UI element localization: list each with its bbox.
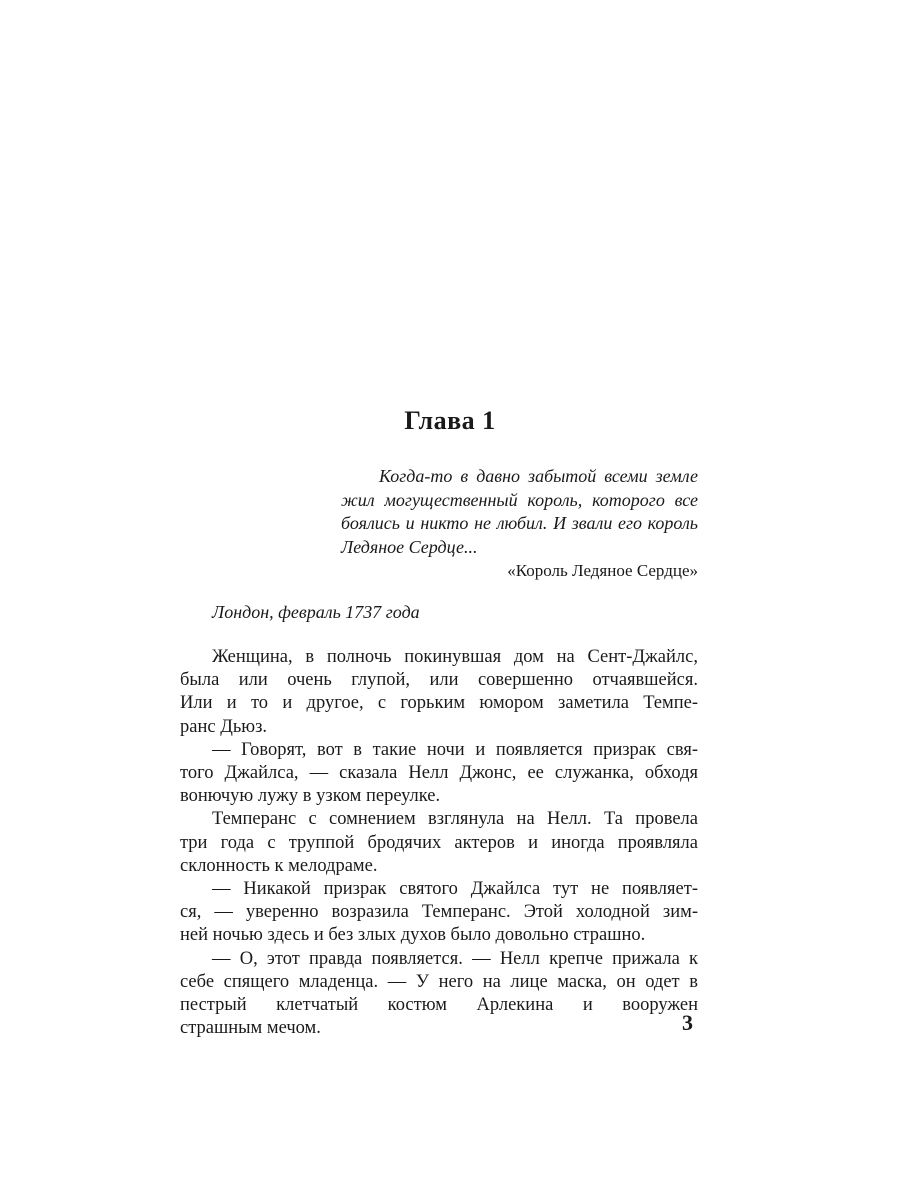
- text-line: ней ночью здесь и без злых духов было довольно страшно.: [180, 925, 646, 946]
- epigraph-line: боялись и никто не любил. И звали его король: [341, 513, 698, 533]
- text-line: склонность к мелодраме.: [180, 855, 378, 876]
- page-number: 3: [682, 1010, 693, 1035]
- text-line: — О, этот правда появляется. — Нелл крепче прижала к: [212, 948, 698, 969]
- text-line: себе спящего младенца. — У него на лице маска, он одет в: [180, 971, 698, 992]
- chapter-title: Глава 1: [404, 406, 496, 435]
- text-line: Женщина, в полночь покинувшая дом на Сент-Джайлс,: [212, 647, 698, 667]
- text-line: ся, — уверенно возразила Темперанс. Этой холодной зим-: [180, 902, 698, 923]
- epigraph: [341, 465, 698, 559]
- text-line: страшным мечом.: [180, 1018, 321, 1039]
- text-line: три года с труппой бродячих актеров и иногда проявляла: [180, 832, 698, 853]
- epigraph-line: Когда-то в давно забытой всеми земле: [379, 466, 698, 486]
- text-line: ранс Дьюз.: [180, 716, 268, 737]
- epigraph-line: Ледяное Сердце...: [341, 536, 478, 557]
- text-line: Или и то и другое, с горьким юмором заметила Темпе-: [180, 693, 698, 714]
- epigraph-source: «Король Ледяное Сердце»: [507, 561, 698, 580]
- text-line: вонючую лужу в узком переулке.: [180, 786, 441, 807]
- text-line: — Никакой призрак святого Джайлса тут не появляет-: [212, 879, 698, 900]
- text-line: пестрый клетчатый костюм Арлекина и вооружен: [180, 995, 698, 1016]
- location-date-heading: Лондон, февраль 1737 года: [212, 602, 420, 622]
- text-line: того Джайлса, — сказала Нелл Джонс, ее служанка, обходя: [180, 763, 698, 784]
- text-line: была или очень глупой, или совершенно отчаявшейся.: [180, 670, 698, 691]
- text-line: Темперанс с сомнением взглянула на Нелл. Та провела: [212, 809, 698, 830]
- text-line: — Говорят, вот в такие ночи и появляется призрак свя-: [212, 739, 698, 760]
- body-text: [180, 646, 698, 1040]
- epigraph-line: жил могущественный король, которого все: [341, 489, 698, 510]
